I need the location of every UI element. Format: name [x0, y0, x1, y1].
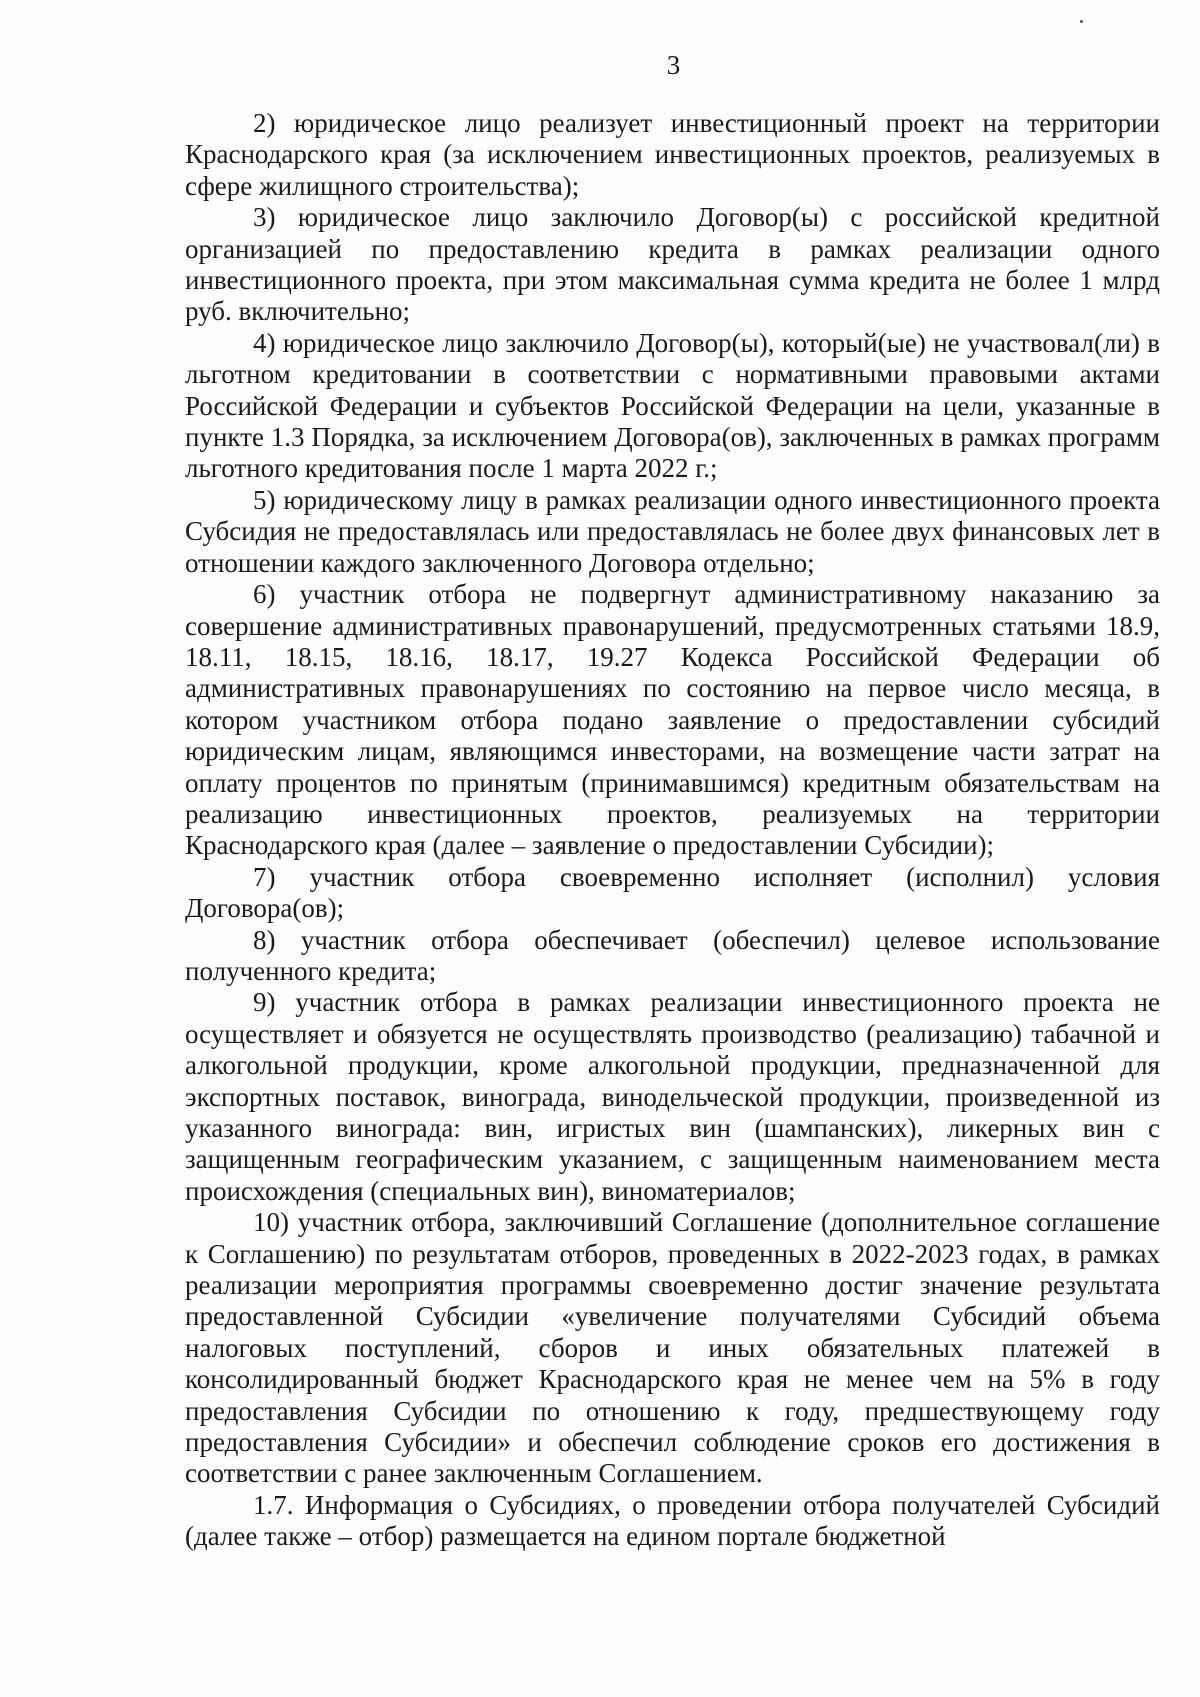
paragraph-item-2: 2) юридическое лицо реализует инвестиционный проект на территории Краснодарского края (за исключением инвестиционных проектов, реализуемых в сфере жилищного строительства); — [185, 108, 1160, 201]
paragraph-item-6: 6) участник отбора не подвергнут административному наказанию за совершение административных правонарушений, предусмотренных статьями 18.9, 18.11, 18.15, 18.16, 18.17, 19.27 Кодекса Российской Федерации об административных правонарушениях по состоянию на первое число месяца, в котором участником отбора подано заявление о предоставлении субсидий юридическим лицам, являющимся инвесторами, на возмещение части затрат на оплату процентов по принятым (принимавшимся) кредитным обязательствам на реализацию инвестиционных проектов, реализуемых на территории Краснодарского края (далее – заявление о предоставлении Субсидии); — [185, 579, 1160, 861]
document-body — [185, 108, 1160, 1553]
scan-speck — [1080, 20, 1083, 23]
paragraph-item-5: 5) юридическому лицу в рамках реализации одного инвестиционного проекта Субсидия не предоставлялась или предоставлялась не более двух финансовых лет в отношении каждого заключенного Договора отдельно; — [185, 484, 1160, 578]
paragraph-item-9: 9) участник отбора в рамках реализации инвестиционного проекта не осуществляет и обязуется не осуществлять производство (реализацию) табачной и алкогольной продукции, кроме алкогольной продукции, предназначенной для экспортных поставок, винограда, винодельческой продукции, произведенной из указанного винограда: вин, игристых вин (шампанских), ликерных вин с защищенным географическим указанием, с защищенным наименованием места происхождения (специальных вин), виноматериалов; — [185, 987, 1160, 1206]
page-number: 3 — [666, 50, 681, 80]
paragraph-item-7: 7) участник отбора своевременно исполняет (исполнил) условия Договора(ов); — [185, 861, 1160, 924]
paragraph-section-1-7: 1.7. Информация о Субсидиях, о проведении отбора получателей Субсидий (далее также – отбор) размещается на едином портале бюджетной — [185, 1489, 1160, 1552]
paragraph-item-8: 8) участник отбора обеспечивает (обеспечил) целевое использование полученного кредита; — [185, 924, 1160, 986]
paragraph-item-10: 10) участник отбора, заключивший Соглашение (дополнительное соглашение к Соглашению) по результатам отборов, проведенных в 2022-2023 годах, в рамках реализации мероприятия программы своевременно достиг значение результата предоставленной Субсидии «увеличение получателями Субсидий объема налоговых поступлений, сборов и иных обязательных платежей в консолидированный бюджет Краснодарского края не менее чем на 5% в году предоставления Субсидии по отношению к году, предшествующему году предоставления Субсидии» и обеспечил соблюдение сроков его достижения в соответствии с ранее заключенным Соглашением. — [185, 1207, 1160, 1489]
paragraph-item-4: 4) юридическое лицо заключило Договор(ы), который(ые) не участвовал(ли) в льготном кредитовании в соответствии с нормативными правовыми актами Российской Федерации и субъектов Российской Федерации на цели, указанные в пункте 1.3 Порядка, за исключением Договора(ов), заключенных в рамках программ льготного кредитования после 1 марта 2022 г.; — [185, 327, 1160, 484]
paragraph-item-3: 3) юридическое лицо заключило Договор(ы) с российской кредитной организацией по предоставлению кредита в рамках реализации одного инвестиционного проекта, при этом максимальная сумма кредита не более 1 млрд руб. включительно; — [185, 202, 1160, 327]
